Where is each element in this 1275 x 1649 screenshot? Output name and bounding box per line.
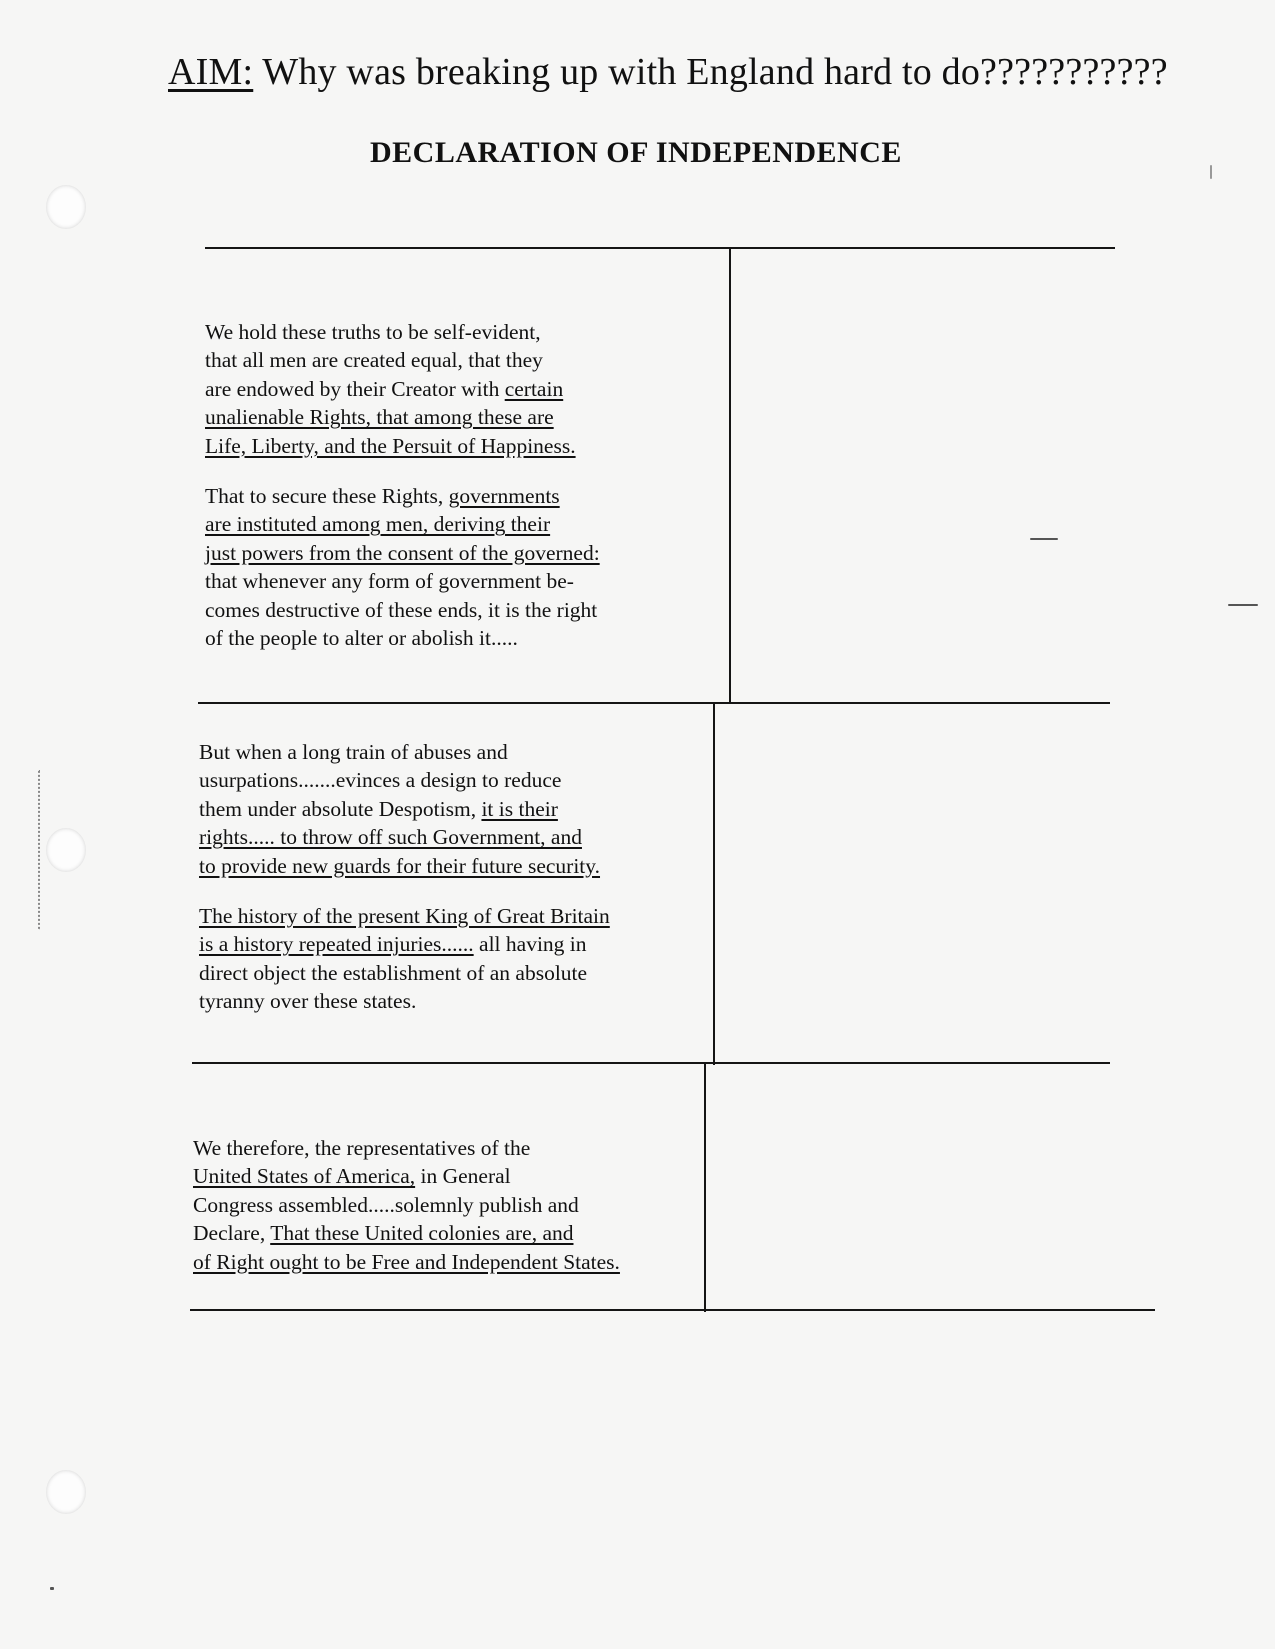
scan-mark bbox=[50, 1587, 54, 1590]
underlined-text: are instituted among men, deriving their bbox=[205, 512, 551, 537]
text-span: We therefore, the representatives of the bbox=[193, 1136, 531, 1160]
paragraph bbox=[199, 902, 610, 1016]
text-line bbox=[205, 375, 600, 403]
scan-mark bbox=[1210, 165, 1212, 179]
underlined-text: governments bbox=[448, 484, 560, 509]
underlined-text: The history of the present King of Great Britain bbox=[199, 904, 610, 929]
passage-free-and-independent-states bbox=[193, 1134, 620, 1276]
aim-heading bbox=[168, 50, 1168, 94]
text-span: We hold these truths to be self-evident, bbox=[205, 320, 541, 344]
paragraph bbox=[193, 1134, 620, 1276]
text-span: comes destructive of these ends, it is the right bbox=[205, 597, 598, 622]
scan-mark bbox=[1030, 538, 1058, 540]
text-line bbox=[205, 539, 600, 567]
paragraph bbox=[199, 738, 610, 880]
binder-hole-middle bbox=[46, 828, 86, 872]
text-line bbox=[193, 1134, 620, 1162]
text-span: usurpations.......evinces a design to reduce bbox=[199, 768, 562, 793]
underlined-text: to provide new guards for their future security. bbox=[199, 853, 601, 878]
row-divider-1 bbox=[198, 702, 1110, 704]
underlined-text: United States of America, bbox=[193, 1164, 416, 1189]
underlined-text: just powers from the consent of the governed: bbox=[205, 540, 600, 565]
underlined-text: That these United colonies are, and bbox=[270, 1221, 574, 1246]
underlined-text: of Right ought to be Free and Independent States. bbox=[193, 1249, 620, 1274]
text-span: that whenever any form of government be- bbox=[205, 569, 574, 594]
text-line bbox=[205, 346, 600, 374]
column-divider-1 bbox=[729, 247, 731, 704]
paragraph bbox=[205, 482, 600, 652]
text-line bbox=[193, 1219, 620, 1247]
text-line bbox=[199, 823, 610, 851]
binder-hole-top bbox=[46, 185, 86, 229]
aim-question: Why was breaking up with England hard to do??????????? bbox=[262, 51, 1168, 93]
table-top-rule bbox=[205, 247, 1115, 249]
page-title: DECLARATION OF INDEPENDENCE bbox=[370, 136, 902, 169]
text-span: tyranny over these states. bbox=[199, 989, 417, 1014]
text-line bbox=[205, 624, 600, 652]
text-line bbox=[205, 403, 600, 431]
text-line bbox=[193, 1248, 620, 1276]
text-span: in General bbox=[415, 1164, 511, 1189]
text-span: direct object the establishment of an absolute bbox=[199, 960, 588, 985]
underlined-text: unalienable Rights, that among these are bbox=[205, 405, 554, 430]
underlined-text: Life, Liberty, and the Persuit of Happiness. bbox=[205, 433, 576, 458]
text-span: them under absolute Despotism, bbox=[199, 796, 482, 821]
underlined-text: it is their bbox=[481, 796, 558, 821]
scan-mark bbox=[1228, 604, 1258, 606]
text-line bbox=[199, 930, 610, 958]
text-span: all having in bbox=[473, 932, 587, 957]
row-divider-2 bbox=[192, 1062, 1110, 1064]
passage-self-evident-truths bbox=[205, 318, 600, 652]
passage-abuses-and-usurpations bbox=[199, 738, 610, 1016]
column-divider-2 bbox=[713, 702, 715, 1065]
aim-label: AIM: bbox=[168, 51, 254, 93]
text-line bbox=[205, 482, 600, 510]
text-line bbox=[205, 596, 600, 624]
table-bottom-rule bbox=[190, 1309, 1155, 1311]
text-line bbox=[205, 432, 600, 460]
text-line bbox=[199, 852, 610, 880]
text-span: are endowed by their Creator with bbox=[205, 376, 505, 401]
text-line bbox=[199, 959, 610, 987]
text-span: Congress assembled.....solemnly publish and bbox=[193, 1192, 579, 1217]
binder-hole-bottom bbox=[46, 1470, 86, 1514]
underlined-text: rights..... to throw off such Government, and bbox=[199, 825, 582, 850]
text-line bbox=[193, 1162, 620, 1190]
text-span: Declare, bbox=[193, 1221, 271, 1246]
text-line bbox=[205, 318, 600, 346]
column-divider-3 bbox=[704, 1062, 706, 1312]
text-span: that all men are created equal, that they bbox=[205, 348, 543, 373]
text-line bbox=[199, 902, 610, 930]
text-line bbox=[199, 738, 610, 766]
underlined-text: certain bbox=[504, 376, 564, 401]
text-line bbox=[199, 795, 610, 823]
text-span: But when a long train of abuses and bbox=[199, 740, 508, 764]
text-span: of the people to alter or abolish it..... bbox=[205, 626, 518, 651]
text-line bbox=[199, 766, 610, 794]
scan-mark bbox=[38, 770, 43, 930]
text-span: That to secure these Rights, bbox=[205, 484, 449, 509]
text-line bbox=[193, 1191, 620, 1219]
text-line bbox=[205, 567, 600, 595]
paragraph bbox=[205, 318, 600, 460]
text-line bbox=[199, 987, 610, 1015]
underlined-text: is a history repeated injuries...... bbox=[199, 932, 474, 957]
text-line bbox=[205, 510, 600, 538]
